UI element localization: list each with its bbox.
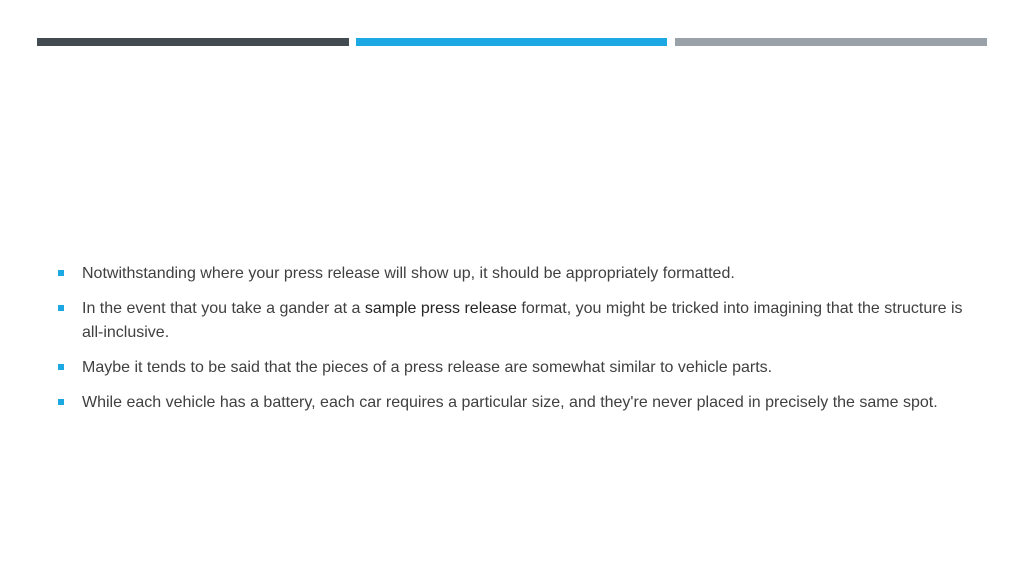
- bullet-item: [57, 391, 977, 415]
- square-bullet-icon: [58, 305, 64, 311]
- bullet-text: In the event that you take a gander at a: [82, 300, 365, 317]
- bullet-item: [57, 297, 977, 345]
- bullet-item: [57, 262, 977, 286]
- slide-content: [57, 262, 977, 426]
- sample-press-release-link[interactable]: sample press release: [364, 300, 517, 317]
- top-accent-bars: [37, 38, 987, 46]
- top-bar-accent: [356, 38, 667, 46]
- bullet-text: format, you might be tricked into imagining that the structure is all-inclusive.: [82, 300, 963, 341]
- bullet-item: [57, 356, 977, 380]
- top-bar-gray: [675, 38, 987, 46]
- square-bullet-icon: [58, 399, 64, 405]
- top-bar-dark: [37, 38, 349, 46]
- bullet-text: Maybe it tends to be said that the pieces of a press release are somewhat similar to vehicle parts.: [82, 359, 773, 376]
- bullet-text: While each vehicle has a battery, each car requires a particular size, and they're never placed in precisely the same spot.: [82, 394, 938, 411]
- bullet-list: [57, 262, 977, 415]
- square-bullet-icon: [58, 364, 64, 370]
- square-bullet-icon: [58, 270, 64, 276]
- bullet-text: Notwithstanding where your press release will show up, it should be appropriately formatted.: [82, 265, 735, 282]
